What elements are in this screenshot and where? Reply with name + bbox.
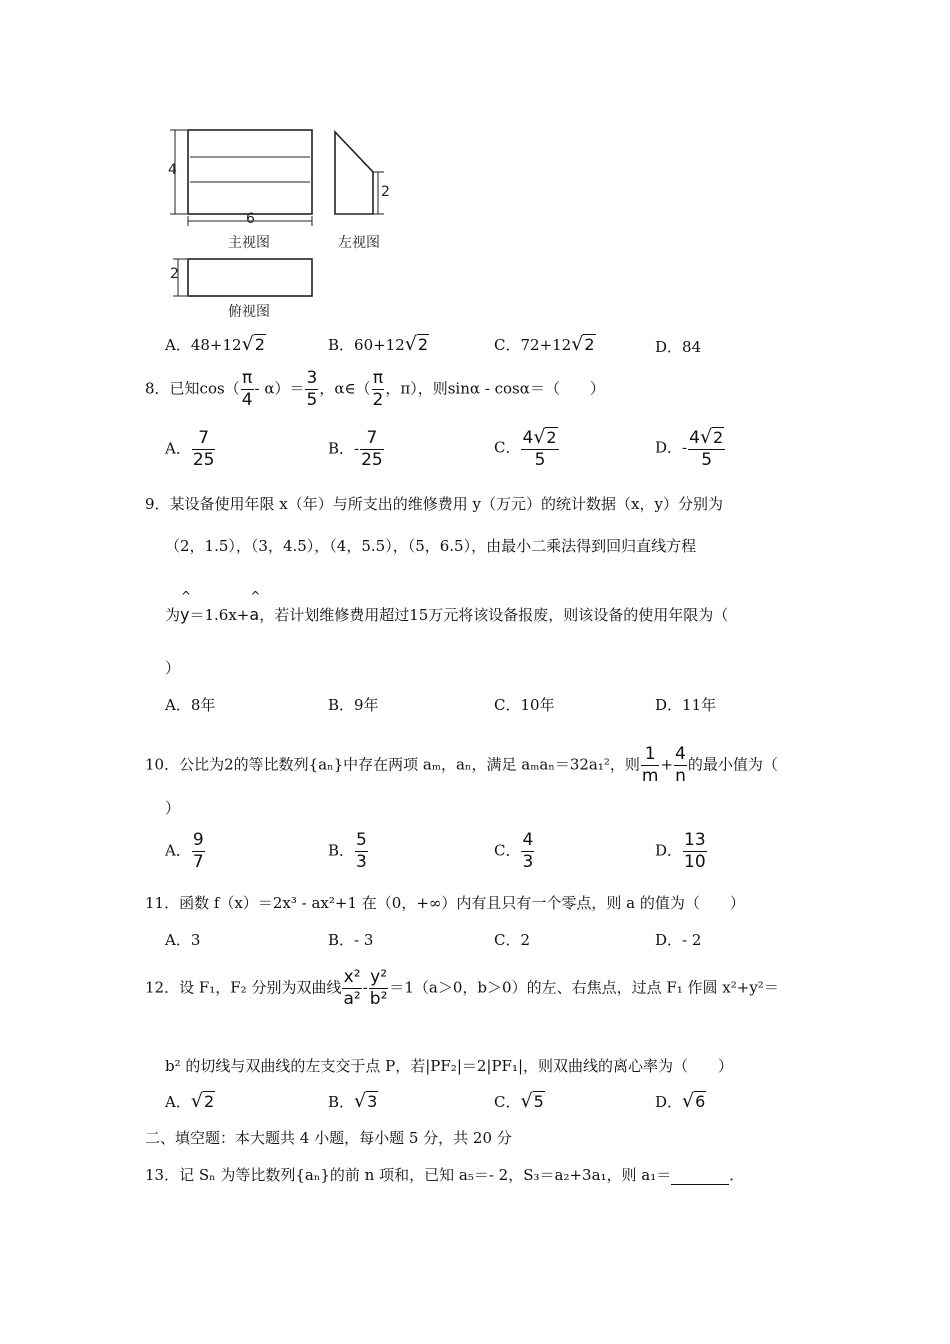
fraction: $\frac{\pi}{4}$ [241, 368, 253, 410]
q8-option-a: A． $\frac{7}{25}$ [165, 428, 215, 470]
top-view-label: 俯视图 [228, 304, 270, 320]
dim-side: 2 [381, 184, 390, 200]
q12-stem: 12．设 F₁，F₂ 分别为双曲线 $\frac{\text{x²}}{\text{a²}}$ - $\frac{\text{y²}}{\text{b²}}$ ＝1（a＞0，b＞0）的左、右焦点，过点 F₁ 作圆 x²+y²＝ [145, 967, 779, 1009]
q12-line2: b² 的切线与双曲线的左支交于点 P，若|PF₂|＝2|PF₁|，则双曲线的离心率为（ ） [165, 1057, 734, 1075]
q9-line4: ） [165, 659, 181, 677]
q11-option-c: C．2 [494, 931, 531, 949]
q8-option-b: B．- $\frac{7}{25}$ [328, 428, 383, 470]
q7-option-b: B．60+12√2 [328, 333, 429, 355]
dim-front-height: 4 [168, 162, 177, 178]
sqrt: √2 [241, 333, 265, 355]
q7-option-d: D．84 [655, 338, 702, 356]
section-heading: 二、填空题：本大题共 4 小题，每小题 5 分，共 20 分 [145, 1129, 512, 1147]
q8-option-c: C． $\frac{4√2}{5}$ [494, 426, 557, 470]
q13-stem: 13．记 Sₙ 为等比数列{aₙ}的前 n 项和，已知 a₅＝- 2，S₃＝a₂+3a₁，则 a₁＝ ． [145, 1166, 745, 1184]
q12-option-c: C．√5 [494, 1090, 544, 1112]
q10-option-c: C． $\frac{4}{3}$ [494, 830, 534, 872]
fraction: $\frac{3}{5}$ [306, 368, 318, 410]
q7-option-a: A．48+12√2 [165, 333, 265, 355]
front-view-label: 主视图 [228, 235, 270, 251]
fraction: $\frac{\pi}{2}$ [372, 368, 384, 410]
q10-option-b: B． $\frac{5}{3}$ [328, 830, 367, 872]
q11-option-d: D．- 2 [655, 931, 702, 949]
side-view-label: 左视图 [338, 235, 380, 251]
dim-width: 6 [246, 211, 255, 227]
q9-line2: （2，1.5），（3，4.5），（4，5.5），（5，6.5），由最小二乘法得到回归直线方程 [165, 537, 697, 555]
q7-option-c: C．72+12√2 [494, 333, 595, 355]
q9-line1: 9．某设备使用年限 x（年）与所支出的维修费用 y（万元）的统计数据（x，y）分别为 [145, 495, 723, 513]
q12-option-d: D．√6 [655, 1090, 706, 1112]
q11-option-a: A．3 [165, 931, 201, 949]
q12-option-a: A．√2 [165, 1090, 215, 1112]
q9-line3: 为^ y＝1.6x+^ a，若计划维修费用超过15万元将该设备报废，则该设备的使用年限为（ [165, 604, 728, 625]
q11-stem: 11．函数 f（x）＝2x³ - ax²+1 在（0，+∞）内有且只有一个零点，则 a 的值为（ ） [145, 894, 745, 912]
q9-option-a: A．8年 [165, 696, 216, 714]
answer-blank[interactable] [671, 1170, 729, 1185]
top-view-rect [188, 259, 312, 296]
side-view-shape [335, 132, 373, 214]
q8-option-d: D．- $\frac{4√2}{5}$ [655, 426, 724, 470]
dim-top: 2 [170, 266, 179, 282]
sqrt: √2 [571, 333, 595, 355]
q11-option-b: B．- 3 [328, 931, 374, 949]
q8-stem: 8．已知cos（ $\frac{\pi}{4}$ - α）＝ $\frac{3}{5}$ ，α∈（ $\frac{\pi}{2}$ ，π），则sinα - cosα＝（ ） [145, 368, 605, 410]
q12-option-b: B．√3 [328, 1090, 378, 1112]
q10-stem: 10．公比为2的等比数列{aₙ}中存在两项 aₘ，aₙ，满足 aₘaₙ＝32a₁²，则 $\frac{1}{m}$ + $\frac{4}{n}$ 的最小值为（ [145, 744, 778, 786]
q10-option-d: D． $\frac{13}{10}$ [655, 830, 706, 872]
q10-line2: ） [165, 799, 181, 817]
three-view-figure [160, 120, 400, 325]
front-view-rect [188, 130, 312, 214]
q10-option-a: A． $\frac{9}{7}$ [165, 830, 204, 872]
q9-option-b: B．9年 [328, 696, 379, 714]
sqrt: √2 [404, 333, 429, 355]
q9-option-d: D．11年 [655, 696, 717, 714]
q9-option-c: C．10年 [494, 696, 555, 714]
